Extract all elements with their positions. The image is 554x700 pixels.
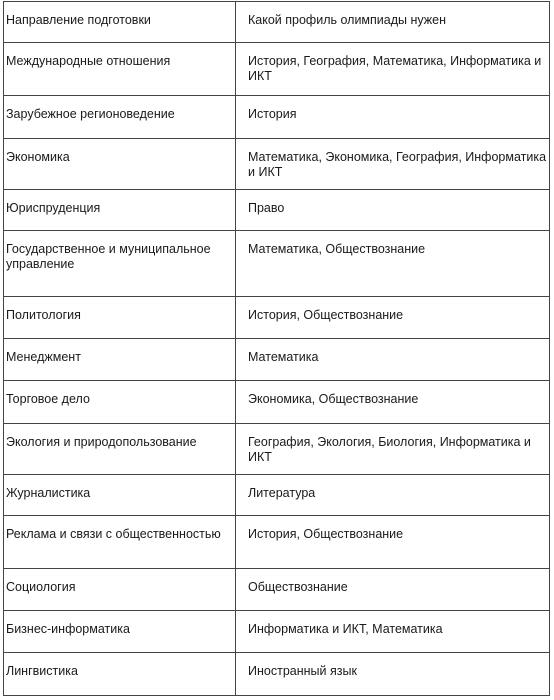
table-header-row <box>4 2 550 43</box>
direction-cell: Бизнес-информатика <box>4 611 236 653</box>
table-row <box>4 43 550 96</box>
direction-cell: Журналистика <box>4 475 236 516</box>
profile-cell: Математика <box>236 339 550 381</box>
direction-cell: Менеджмент <box>4 339 236 381</box>
profile-cell: Иностранный язык <box>236 653 550 696</box>
profile-cell: История, География, Математика, Информатика и ИКТ <box>236 43 550 96</box>
table-row <box>4 475 550 516</box>
direction-cell: Экология и природопользование <box>4 424 236 475</box>
table-row <box>4 516 550 569</box>
table-row <box>4 231 550 297</box>
profile-cell: История, Обществознание <box>236 516 550 569</box>
table-row <box>4 190 550 231</box>
table-row <box>4 381 550 424</box>
profile-cell: Экономика, Обществознание <box>236 381 550 424</box>
direction-cell: Юриспруденция <box>4 190 236 231</box>
table-row <box>4 297 550 339</box>
profile-cell: История <box>236 96 550 139</box>
profile-cell: Информатика и ИКТ, Математика <box>236 611 550 653</box>
column-header-profile: Какой профиль олимпиады нужен <box>236 2 550 43</box>
table-row <box>4 569 550 611</box>
direction-cell: Политология <box>4 297 236 339</box>
profile-cell: Обществознание <box>236 569 550 611</box>
profile-cell: География, Экология, Биология, Информатика и ИКТ <box>236 424 550 475</box>
direction-cell: Государственное и муниципальное управление <box>4 231 236 297</box>
table-row <box>4 339 550 381</box>
direction-cell: Зарубежное регионоведение <box>4 96 236 139</box>
table-row <box>4 653 550 696</box>
direction-cell: Социология <box>4 569 236 611</box>
table-row <box>4 424 550 475</box>
direction-cell: Торговое дело <box>4 381 236 424</box>
table-row <box>4 96 550 139</box>
profile-cell: История, Обществознание <box>236 297 550 339</box>
column-header-direction: Направление подготовки <box>4 2 236 43</box>
direction-cell: Международные отношения <box>4 43 236 96</box>
direction-cell: Реклама и связи с общественностью <box>4 516 236 569</box>
direction-cell: Экономика <box>4 139 236 190</box>
profile-cell: Право <box>236 190 550 231</box>
table-row <box>4 139 550 190</box>
profile-cell: Математика, Экономика, География, Информатика и ИКТ <box>236 139 550 190</box>
olympiad-profile-table <box>3 1 550 696</box>
table-row <box>4 611 550 653</box>
profile-cell: Математика, Обществознание <box>236 231 550 297</box>
direction-cell: Лингвистика <box>4 653 236 696</box>
profile-cell: Литература <box>236 475 550 516</box>
